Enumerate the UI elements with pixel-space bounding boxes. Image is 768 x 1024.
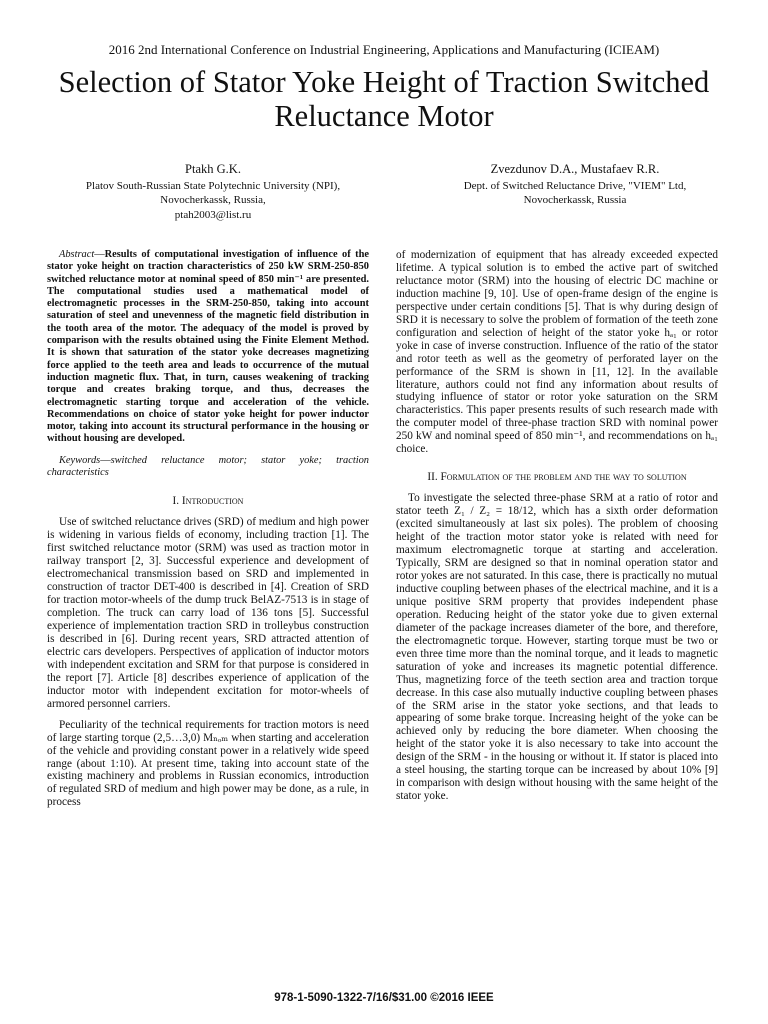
author-name: Ptakh G.K. — [185, 162, 241, 176]
abstract-text: Results of computational investigation of influence of the stator yoke height on traction characteristics of 250 kW SRM-250-850 switched reluctance motor at nominal speed of 850 min⁻¹ are presented. The computational studies used a mathematical model of electromagnetic processes in the SRM-250-850, taking into account saturation of steel and unevenness of the magnetic field distribution in the tooth area of the motor. The adequacy of the model is proved by comparison with the results obtained using the Finite Element Method. It is shown that saturation of the stator yoke decreases magnetizing force applied to the teeth area and leads to occurrence of the mutual induction magnetic flux. That, in turn, causes weakening of tracking torque and creates braking torque, and thus, decreases the electromagnetic starting torque and acceleration of the vehicle. Recommendations on choice of stator yoke height for power inductor motor, taking into account its structural performance in the housing or without housing are developed. — [47, 249, 369, 445]
abstract-dash: — — [94, 249, 105, 260]
formulation-paragraph-1: To investigate the selected three-phase SRM at a ratio of rotor and stator teeth Z₁ / Z₂ = 18/12, which has a sixth order deformation (excited simultaneously at last six poles). The problem of choosing height of the traction motor stator yoke is related with need for maximum electromagnetic torque at starting and acceleration. Typically, SRM are designed so that in nominal operation stator and rotor yokes are not saturated. In this case, there is practically no mutual inductive coupling between phases of the electrical machine, and it is a unique positive SRM property that provides independent phase operation. Reducing height of the stator yoke due to given external diameter of the package increases diameter of the bore, and therefore, the electromagnetic torque. However, starting torque must be two or even three time more than the nominal torque, and it leads to magnetic saturation of yoke and increases its magnetic potential difference. Thus, magnetizing force of the teeth section area and traction torque decrease. In this case also mutually inductive coupling between phases of the SRM arise in the stator yoke sections, and that leads to appearing of some brake torque. Increasing height of the yoke can be achieved only by reducing the bore diameter. When choosing the height of the stator yoke it is also necessary to take into account the design of the SRM - in the housing or without it. If stator is placed into a steel housing, the starting torque can be increased by about 10% [9] in comparison with design without housing with the same height of the stator yoke. — [396, 492, 718, 803]
intro-paragraph-2: Peculiarity of the technical requirements for traction motors is need of large starting torque (2,5…3,0) Mₙₒₘ when starting and acceleration of the vehicle and providing constant power in a relatively wide speed range (about 1:10). At present time, taking into account state of the existing machinery and problems in Russian economics, introduction of regulated SRD of medium and high power may be done, as a rule, in process — [47, 718, 369, 809]
abstract-label: Abstract — [59, 249, 95, 260]
author-city: Novocherkassk, Russia, — [160, 194, 266, 206]
author-name: Zvezdunov D.A., Mustafaev R.R. — [490, 162, 660, 176]
author-block-2 — [410, 162, 740, 208]
keywords — [47, 455, 369, 480]
author-block-1 — [48, 162, 378, 222]
copyright-footer: 978-1-5090-1322-7/16/$31.00 ©2016 IEEE — [274, 992, 494, 1004]
abstract — [47, 249, 369, 446]
paper-title: Selection of Stator Yoke Height of Traction Switched Reluctance Motor — [58, 65, 710, 133]
right-column — [396, 249, 718, 803]
keywords-dash: — — [100, 454, 111, 466]
author-city: Novocherkassk, Russia — [523, 194, 627, 206]
section-heading-formulation: II. Formulation of the problem and the way to solution — [427, 471, 687, 484]
left-column — [47, 249, 369, 809]
intro-paragraph-3: of modernization of equipment that has already exceeded expected lifetime. A typical solution is to embed the active part of switched reluctance motor (SRM) into the housing of electric DC machine or induction machine [9, 10]. Use of open-frame design of the engine is perspective under certain conditions [5]. That is why during design of SRD it is necessary to solve the problem of formation of the teeth zone configuration and selection of height of the stator yoke hₐ₁ or rotor yoke in case of inverse construction. Influence of the ratio of the stator and rotor teeth as well as the geometry of perforated layer on the performance of the SRM is shown in [11, 12]. In the available literature, authors could not find any information about results of studying influence of stator or rotor yoke saturation on the SRM characteristics. This paper presents results of such research made with the computer model of three-phase traction SRD with nominal power 250 kW and nominal speed of 850 min⁻¹, and recommendations on hₐ₁ choice. — [396, 249, 718, 456]
author-email: ptah2003@list.ru — [174, 208, 252, 221]
section-heading-introduction: I. Introduction — [172, 495, 244, 508]
conference-header: 2016 2nd International Conference on Industrial Engineering, Applications and Manufacturing (ICIEAM) — [108, 42, 660, 57]
keywords-label: Keywords — [59, 454, 101, 466]
keywords-text: switched reluctance motor; stator yoke; traction characteristics — [47, 454, 369, 479]
author-affiliation: Platov South-Russian State Polytechnic University (NPI), — [85, 179, 341, 192]
author-affiliation: Dept. of Switched Reluctance Drive, "VIEM" Ltd, — [463, 179, 687, 192]
intro-paragraph-1: Use of switched reluctance drives (SRD) of medium and high power is widening in various fields of economy, including traction [1]. The first switched reluctance motor (SRM) was used as traction motor in railway transport [2, 3]. Successful experience and development of electromechanical transmission based on SRD and implemented in construction of tractor DET-400 is described in [4]. Creation of SRD for traction motor-wheels of the dump truck BelAZ-7513 is in stage of completion. The truck can carry load of 136 tons [5]. Successful experience of implementation traction SRD in trolleybus construction is described in [6]. During recent years, SRD attracted attention of electric cars developers. Perspectives of application of inductor motors with independent excitation and SRM for that purpose is considered in the report [7]. Article [8] describes experience of application of the inductor motor with independent excitation for motor-wheels of armored personnel carriers. — [47, 516, 369, 710]
